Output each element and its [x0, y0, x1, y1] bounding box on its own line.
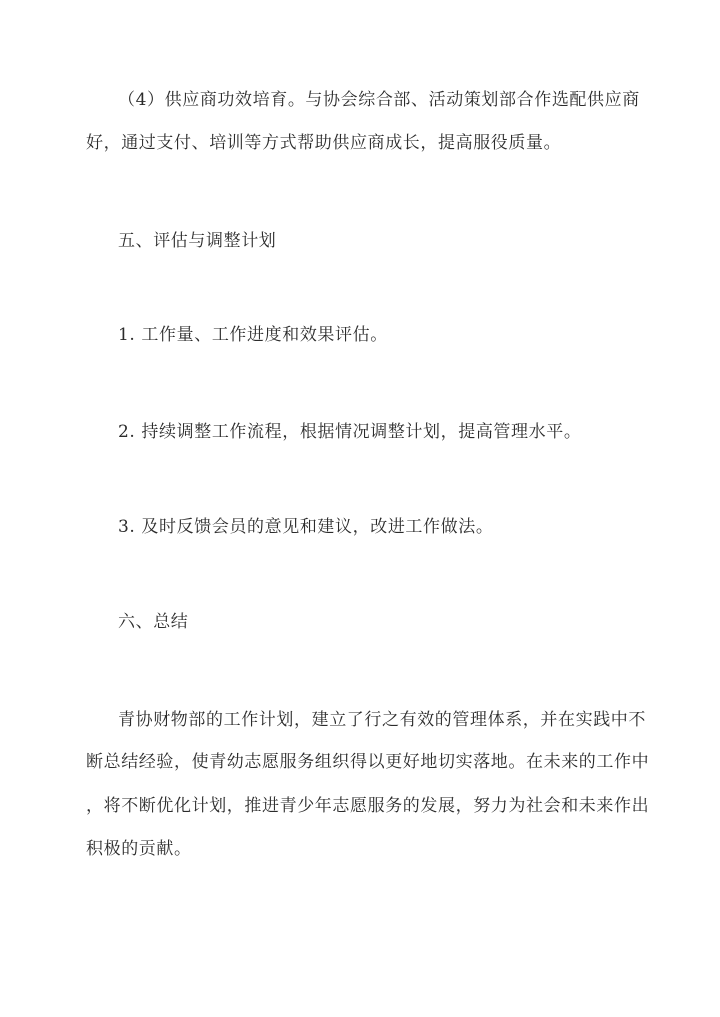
section-5-item-1: 1. 工作量、工作进度和效果评估。	[118, 325, 388, 345]
supplier-paragraph-line-1: （4）供应商功效培育。与协会综合部、活动策划部合作选配供应商	[118, 90, 640, 110]
supplier-paragraph-line-2: 好，通过支付、培训等方式帮助供应商成长，提高服役质量。	[86, 133, 562, 153]
summary-line-2: 断总结经验，使青幼志愿服务组织得以更好地切实落地。在未来的工作中	[86, 752, 650, 772]
section-5-heading: 五、评估与调整计划	[118, 231, 277, 251]
section-5-item-2: 2. 持续调整工作流程，根据情况调整计划，提高管理水平。	[118, 422, 582, 442]
summary-line-3: ，将不断优化计划，推进青少年志愿服务的发展，努力为社会和未来作出	[86, 796, 650, 816]
summary-line-4: 积极的贡献。	[86, 839, 192, 859]
summary-line-1: 青协财物部的工作计划，建立了行之有效的管理体系，并在实践中不	[118, 710, 646, 730]
section-6-heading: 六、总结	[118, 612, 189, 632]
section-5-item-3: 3. 及时反馈会员的意见和建议，改进工作做法。	[118, 517, 494, 537]
